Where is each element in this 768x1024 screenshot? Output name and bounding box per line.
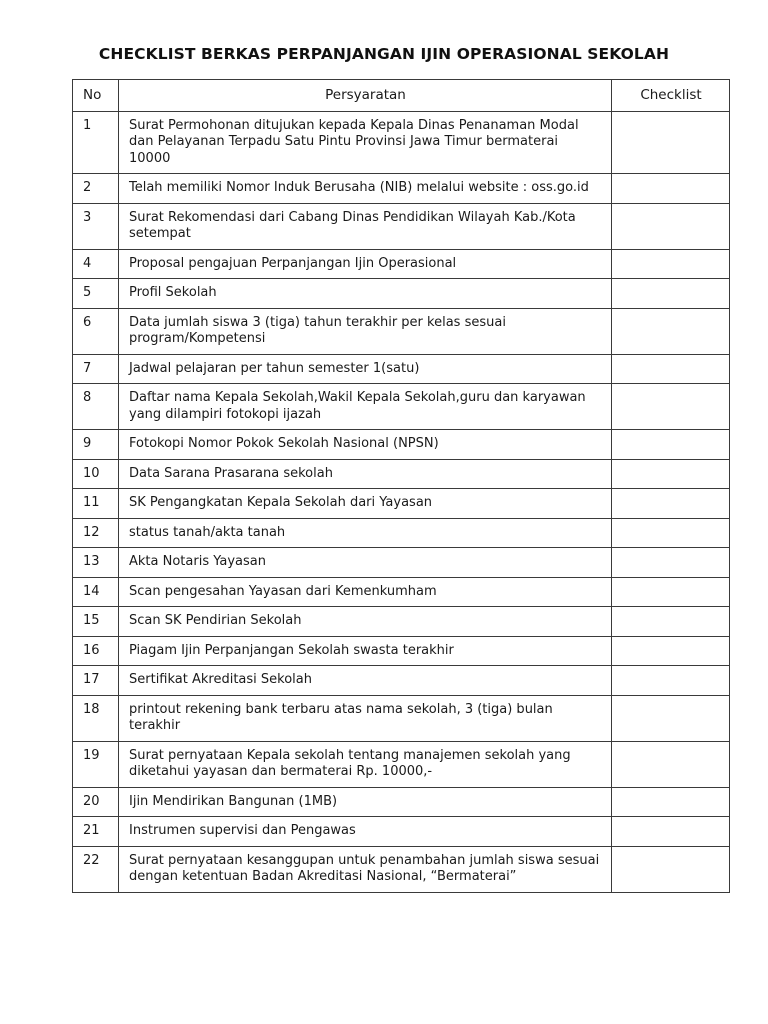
row-number: 4: [73, 249, 119, 279]
requirement-text: Surat pernyataan Kepala sekolah tentang manajemen sekolah yang diketahui yayasan dan bermaterai Rp. 10000,-: [119, 741, 612, 787]
checklist-cell[interactable]: [612, 695, 730, 741]
row-number: 18: [73, 695, 119, 741]
table-row: [73, 607, 730, 637]
table-row: [73, 489, 730, 519]
requirement-text: Jadwal pelajaran per tahun semester 1(satu): [119, 354, 612, 384]
checklist-cell[interactable]: [612, 577, 730, 607]
checklist-cell[interactable]: [612, 203, 730, 249]
checklist-cell[interactable]: [612, 787, 730, 817]
checklist-cell[interactable]: [612, 817, 730, 847]
row-number: 12: [73, 518, 119, 548]
requirement-text: Profil Sekolah: [119, 279, 612, 309]
table-header-row: [73, 80, 730, 112]
table-row: [73, 459, 730, 489]
requirement-text: Scan pengesahan Yayasan dari Kemenkumham: [119, 577, 612, 607]
requirement-text: Surat Permohonan ditujukan kepada Kepala Dinas Penanaman Modal dan Pelayanan Terpadu Satu Pintu Provinsi Jawa Timur bermaterai 10000: [119, 111, 612, 174]
header-checklist: Checklist: [612, 80, 730, 112]
checklist-cell[interactable]: [612, 430, 730, 460]
table-row: [73, 695, 730, 741]
requirement-text: Akta Notaris Yayasan: [119, 548, 612, 578]
table-row: [73, 548, 730, 578]
requirement-text: status tanah/akta tanah: [119, 518, 612, 548]
requirement-text: Proposal pengajuan Perpanjangan Ijin Operasional: [119, 249, 612, 279]
table-row: [73, 518, 730, 548]
row-number: 3: [73, 203, 119, 249]
table-row: [73, 846, 730, 892]
requirement-text: SK Pengangkatan Kepala Sekolah dari Yayasan: [119, 489, 612, 519]
checklist-table: [72, 79, 730, 893]
table-row: [73, 279, 730, 309]
row-number: 6: [73, 308, 119, 354]
row-number: 8: [73, 384, 119, 430]
checklist-cell[interactable]: [612, 548, 730, 578]
row-number: 1: [73, 111, 119, 174]
requirement-text: Telah memiliki Nomor Induk Berusaha (NIB) melalui website : oss.go.id: [119, 174, 612, 204]
row-number: 7: [73, 354, 119, 384]
requirement-text: Instrumen supervisi dan Pengawas: [119, 817, 612, 847]
checklist-cell[interactable]: [612, 111, 730, 174]
requirement-text: Piagam Ijin Perpanjangan Sekolah swasta terakhir: [119, 636, 612, 666]
row-number: 5: [73, 279, 119, 309]
table-row: [73, 249, 730, 279]
checklist-cell[interactable]: [612, 384, 730, 430]
row-number: 15: [73, 607, 119, 637]
requirement-text: Data Sarana Prasarana sekolah: [119, 459, 612, 489]
table-body: [73, 111, 730, 892]
requirement-text: Data jumlah siswa 3 (tiga) tahun terakhir per kelas sesuai program/Kompetensi: [119, 308, 612, 354]
table-row: [73, 384, 730, 430]
requirement-text: Scan SK Pendirian Sekolah: [119, 607, 612, 637]
table-row: [73, 577, 730, 607]
row-number: 16: [73, 636, 119, 666]
checklist-cell[interactable]: [612, 308, 730, 354]
checklist-cell[interactable]: [612, 518, 730, 548]
checklist-cell[interactable]: [612, 741, 730, 787]
row-number: 17: [73, 666, 119, 696]
requirement-text: printout rekening bank terbaru atas nama sekolah, 3 (tiga) bulan terakhir: [119, 695, 612, 741]
table-row: [73, 666, 730, 696]
table-row: [73, 741, 730, 787]
row-number: 13: [73, 548, 119, 578]
table-row: [73, 111, 730, 174]
row-number: 2: [73, 174, 119, 204]
row-number: 14: [73, 577, 119, 607]
row-number: 22: [73, 846, 119, 892]
table-row: [73, 430, 730, 460]
table-row: [73, 817, 730, 847]
checklist-cell[interactable]: [612, 249, 730, 279]
row-number: 11: [73, 489, 119, 519]
checklist-cell[interactable]: [612, 846, 730, 892]
table-row: [73, 787, 730, 817]
requirement-text: Fotokopi Nomor Pokok Sekolah Nasional (NPSN): [119, 430, 612, 460]
table-row: [73, 636, 730, 666]
table-row: [73, 354, 730, 384]
requirement-text: Surat pernyataan kesanggupan untuk penambahan jumlah siswa sesuai dengan ketentuan Badan Akreditasi Nasional, “Bermaterai”: [119, 846, 612, 892]
header-no: No: [73, 80, 119, 112]
requirement-text: Sertifikat Akreditasi Sekolah: [119, 666, 612, 696]
row-number: 20: [73, 787, 119, 817]
table-row: [73, 203, 730, 249]
checklist-cell[interactable]: [612, 354, 730, 384]
table-row: [73, 174, 730, 204]
table-row: [73, 308, 730, 354]
checklist-cell[interactable]: [612, 174, 730, 204]
checklist-cell[interactable]: [612, 666, 730, 696]
row-number: 10: [73, 459, 119, 489]
header-requirement: Persyaratan: [119, 80, 612, 112]
row-number: 9: [73, 430, 119, 460]
page-title: CHECKLIST BERKAS PERPANJANGAN IJIN OPERASIONAL SEKOLAH: [98, 45, 670, 63]
checklist-cell[interactable]: [612, 607, 730, 637]
checklist-cell[interactable]: [612, 636, 730, 666]
requirement-text: Ijin Mendirikan Bangunan (1MB): [119, 787, 612, 817]
row-number: 19: [73, 741, 119, 787]
row-number: 21: [73, 817, 119, 847]
requirement-text: Surat Rekomendasi dari Cabang Dinas Pendidikan Wilayah Kab./Kota setempat: [119, 203, 612, 249]
requirement-text: Daftar nama Kepala Sekolah,Wakil Kepala Sekolah,guru dan karyawan yang dilampiri fotokopi ijazah: [119, 384, 612, 430]
checklist-cell[interactable]: [612, 279, 730, 309]
checklist-cell[interactable]: [612, 489, 730, 519]
checklist-cell[interactable]: [612, 459, 730, 489]
